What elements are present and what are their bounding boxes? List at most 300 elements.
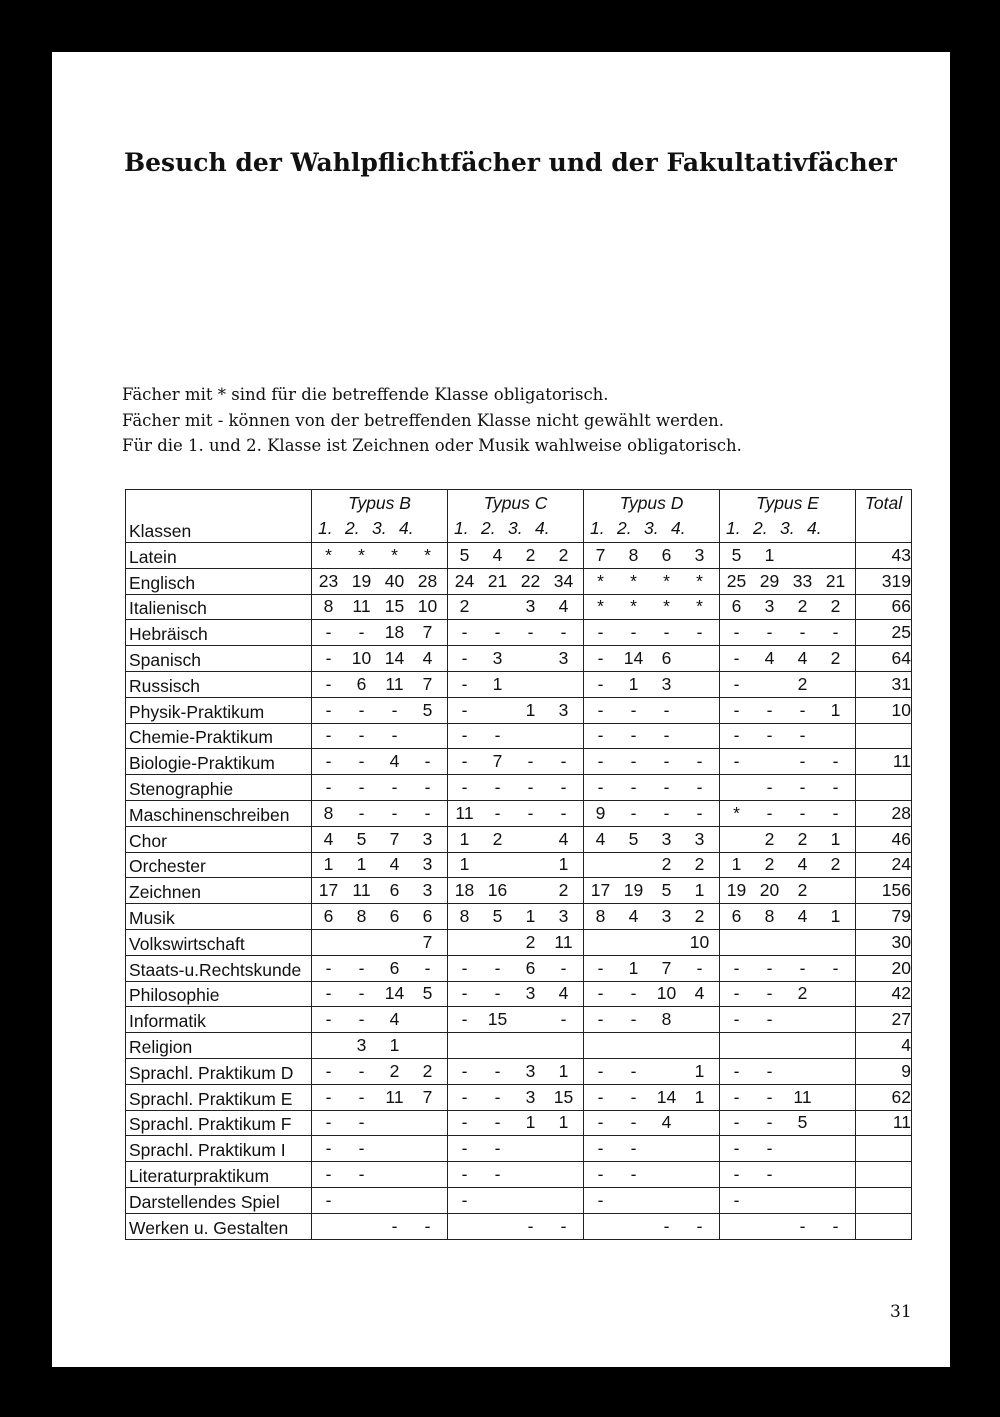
typus-e-cell [720,543,856,569]
typus-e-cell [720,955,856,981]
subject-name: Chemie-Praktikum [126,723,312,749]
class-value: - [325,1112,332,1133]
class-value: 33 [792,570,813,591]
class-value: - [560,802,567,823]
class-values [584,1007,719,1032]
class-value: 19 [623,880,644,901]
table-row [126,1007,912,1033]
typus-e-cell [720,723,856,749]
class-value: 9 [595,802,606,823]
typus-d-cell [584,646,720,672]
class-value: - [527,802,534,823]
typus-c-cell [448,955,584,981]
class-value: - [630,1086,637,1107]
class-values [720,1111,855,1136]
typus-c-cell [448,723,584,749]
class-value: 1 [628,673,639,694]
typus-c-cell [448,1007,584,1033]
class-value: 8 [764,906,775,927]
class-value: 7 [661,957,672,978]
class-value: 10 [351,648,372,669]
typus-c-cell [448,1058,584,1084]
class-values [720,543,855,568]
class-value: 7 [422,931,433,952]
class-value: - [733,699,740,720]
typus-b-cell [312,800,448,826]
class-value: 3 [764,596,775,617]
class-value: 11 [554,931,573,952]
class-value: - [494,1060,501,1081]
subject-name: Sprachl. Praktikum D [126,1058,312,1084]
typus-e-cell [720,929,856,955]
class-value: - [663,725,670,746]
typus-e-cell [720,1007,856,1033]
typus-d-cell [584,878,720,904]
class-value: - [630,1164,637,1185]
class-value: - [832,777,839,798]
class-value: - [597,1060,604,1081]
class-value: - [358,751,365,772]
typus-d-cell [584,1213,720,1239]
typus-e-cell [720,826,856,852]
class-value: 8 [661,1009,672,1030]
class-value: 14 [656,1086,677,1107]
class-value: 3 [694,828,705,849]
class-value: 24 [454,570,475,591]
group-title: Typus C [483,493,548,513]
class-values [720,1136,855,1161]
class-value: - [597,1164,604,1185]
typus-e-cell [720,775,856,801]
class-value: - [325,673,332,694]
subject-name: Musik [126,904,312,930]
table-row [126,1084,912,1110]
note-line: Für die 1. und 2. Klasse ist Zeichnen oder Musik wahlweise obligatorisch. [122,436,742,455]
class-value: 4 [661,1112,672,1133]
subheaders: 1. 2. 3. 4. [726,518,822,538]
class-value: 7 [389,828,400,849]
total-value: 64 [856,646,912,672]
class-value: - [733,648,740,669]
typus-e-cell [720,749,856,775]
class-values [584,1033,719,1058]
class-value: - [325,751,332,772]
class-value: - [494,957,501,978]
typus-b-cell [312,1136,448,1162]
total-value [856,1213,912,1239]
class-value: 4 [389,751,400,772]
class-value: 1 [558,1060,569,1081]
class-value: 3 [422,854,433,875]
class-values [448,1059,583,1084]
typus-e-cell [720,800,856,826]
class-value: - [461,725,468,746]
class-value: - [391,725,398,746]
typus-b-cell [312,749,448,775]
class-value: * [391,544,398,565]
class-value: 8 [356,906,367,927]
class-value: 2 [492,828,503,849]
typus-e-cell [720,1110,856,1136]
class-value: 3 [525,596,536,617]
table-row [126,1058,912,1084]
typus-b-cell [312,1058,448,1084]
typus-e-cell [720,620,856,646]
class-values [312,801,447,826]
class-value: - [325,1164,332,1185]
class-value: - [766,699,773,720]
class-values [584,672,719,697]
class-value: 21 [825,570,846,591]
class-values [448,569,583,594]
class-value: 8 [323,802,334,823]
class-value: - [461,1112,468,1133]
class-value: 11 [793,1086,812,1107]
typus-e-cell [720,671,856,697]
class-values [584,982,719,1007]
class-values [584,853,719,878]
class-value: * [597,596,604,617]
class-value: 1 [830,828,841,849]
class-value: - [560,751,567,772]
class-values [312,982,447,1007]
class-value: - [630,1060,637,1081]
class-value: 3 [422,828,433,849]
class-value: 4 [389,1009,400,1030]
class-value: - [663,622,670,643]
table-row [126,800,912,826]
class-value: - [560,957,567,978]
table-row [126,620,912,646]
typus-c-cell [448,1162,584,1188]
class-value: - [630,777,637,798]
class-values [584,543,719,568]
class-value: - [461,751,468,772]
typus-e-cell [720,1033,856,1059]
class-values [720,595,855,620]
class-value: - [663,699,670,720]
class-values [312,1033,447,1058]
class-value: - [461,1164,468,1185]
typus-d-cell [584,929,720,955]
class-value: - [325,957,332,978]
class-value: - [461,699,468,720]
class-values [584,930,719,955]
class-value: 6 [323,906,334,927]
subheaders: 1. 2. 3. 4. [590,518,686,538]
class-value: - [597,622,604,643]
class-value: 4 [797,854,808,875]
class-values [584,646,719,671]
class-value: 6 [389,880,400,901]
typus-c-cell [448,1110,584,1136]
subject-name: Hebräisch [126,620,312,646]
class-value: 4 [764,648,775,669]
class-value: 1 [764,544,775,565]
class-value: - [424,802,431,823]
total-value [856,723,912,749]
class-values [448,930,583,955]
class-value: - [630,802,637,823]
typus-e-cell [720,646,856,672]
typus-b-cell [312,1110,448,1136]
class-value: - [358,1164,365,1185]
class-value: - [696,1215,703,1236]
class-value: - [630,725,637,746]
header-typus-d [584,490,720,543]
class-values [448,595,583,620]
typus-c-cell [448,775,584,801]
class-values [312,878,447,903]
typus-d-cell [584,1058,720,1084]
class-value: 5 [731,544,742,565]
class-value: - [630,1138,637,1159]
class-value: - [630,699,637,720]
class-values [720,956,855,981]
class-value: - [325,725,332,746]
typus-c-cell [448,594,584,620]
class-value: - [325,777,332,798]
class-value: 4 [558,983,569,1004]
class-value: - [494,802,501,823]
class-value: - [461,983,468,1004]
class-value: - [766,1112,773,1133]
class-value: - [663,751,670,772]
class-value: - [391,1215,398,1236]
class-value: 4 [558,596,569,617]
typus-b-cell [312,723,448,749]
class-value: 23 [318,570,339,591]
table-row [126,646,912,672]
class-value: - [494,777,501,798]
class-values [720,982,855,1007]
typus-c-cell [448,1213,584,1239]
class-value: 1 [323,854,334,875]
typus-d-cell [584,723,720,749]
table-row [126,1162,912,1188]
typus-e-cell [720,1058,856,1084]
class-value: - [597,983,604,1004]
class-value: 7 [492,751,503,772]
class-value: - [424,777,431,798]
class-value: 3 [558,906,569,927]
class-value: - [424,1215,431,1236]
typus-b-cell [312,594,448,620]
class-value: - [325,622,332,643]
typus-b-cell [312,826,448,852]
class-values [448,1214,583,1239]
class-value: - [630,1009,637,1030]
typus-d-cell [584,594,720,620]
class-value: - [461,1060,468,1081]
typus-b-cell [312,852,448,878]
class-values [720,904,855,929]
typus-c-cell [448,1136,584,1162]
typus-d-cell [584,1136,720,1162]
class-values [720,620,855,645]
class-values [584,698,719,723]
class-values [448,801,583,826]
class-value: - [766,1086,773,1107]
typus-e-cell [720,1162,856,1188]
typus-e-cell [720,1213,856,1239]
class-value: 40 [384,570,405,591]
subject-name: Sprachl. Praktikum I [126,1136,312,1162]
class-value: 14 [623,648,644,669]
subject-name: Religion [126,1033,312,1059]
class-values [584,724,719,749]
table-row [126,981,912,1007]
class-value: 1 [628,957,639,978]
typus-b-cell [312,697,448,723]
class-values [312,698,447,723]
class-value: 2 [797,596,808,617]
class-value: 15 [553,1086,574,1107]
class-value: 19 [351,570,372,591]
class-value: - [494,725,501,746]
total-value: 42 [856,981,912,1007]
typus-d-cell [584,981,720,1007]
class-value: 2 [389,1060,400,1081]
group-title: Typus E [756,493,819,513]
class-value: 5 [797,1112,808,1133]
class-value: * [663,596,670,617]
class-value: - [597,1009,604,1030]
class-value: - [325,1009,332,1030]
class-value: * [630,570,637,591]
class-value: 11 [455,802,474,823]
subject-name: Staats-u.Rechtskunde [126,955,312,981]
class-value: 5 [661,880,672,901]
total-value: 10 [856,697,912,723]
class-value: 5 [492,906,503,927]
class-values [312,1214,447,1239]
class-value: - [766,983,773,1004]
total-value [856,1162,912,1188]
class-value: 1 [694,1060,705,1081]
class-value: 4 [595,828,606,849]
class-values [448,982,583,1007]
class-value: - [358,802,365,823]
typus-d-cell [584,955,720,981]
total-value: 11 [856,749,912,775]
table-row [126,1110,912,1136]
class-values [312,724,447,749]
class-values [720,827,855,852]
class-value: 3 [525,983,536,1004]
subject-name: Latein [126,543,312,569]
class-value: - [799,802,806,823]
class-value: - [597,957,604,978]
class-value: 1 [694,1086,705,1107]
class-value: 2 [558,544,569,565]
class-value: 6 [525,957,536,978]
class-value: 14 [384,983,405,1004]
class-values [312,930,447,955]
class-value: - [597,699,604,720]
class-value: - [358,699,365,720]
class-value: 4 [558,828,569,849]
class-value: - [766,802,773,823]
subject-name: Darstellendes Spiel [126,1187,312,1213]
class-value: 1 [459,854,470,875]
typus-e-cell [720,594,856,620]
class-value: 34 [553,570,574,591]
typus-d-cell [584,749,720,775]
class-value: - [527,622,534,643]
class-value: 2 [764,828,775,849]
class-value: - [663,802,670,823]
class-value: - [832,802,839,823]
typus-d-cell [584,697,720,723]
class-value: - [325,1189,332,1210]
subject-name: Italienisch [126,594,312,620]
class-value: - [560,1009,567,1030]
class-value: 1 [694,880,705,901]
typus-e-cell [720,878,856,904]
subject-name: Literaturpraktikum [126,1162,312,1188]
class-value: - [358,983,365,1004]
class-value: 8 [459,906,470,927]
table-row [126,749,912,775]
table-row [126,594,912,620]
class-value: 7 [422,673,433,694]
typus-b-cell [312,929,448,955]
total-value [856,1136,912,1162]
class-value: 3 [558,699,569,720]
typus-d-cell [584,1110,720,1136]
typus-c-cell [448,878,584,904]
typus-c-cell [448,1187,584,1213]
class-value: - [733,1164,740,1185]
header-classes: Klassen [126,490,312,543]
typus-e-cell [720,981,856,1007]
total-value: 62 [856,1084,912,1110]
class-value: - [358,1060,365,1081]
class-values [448,724,583,749]
class-value: * [696,596,703,617]
table-row [126,723,912,749]
class-values [584,1188,719,1213]
class-value: 4 [389,854,400,875]
class-value: - [325,1086,332,1107]
typus-e-cell [720,1187,856,1213]
class-values [312,827,447,852]
typus-e-cell [720,852,856,878]
typus-d-cell [584,800,720,826]
class-value: - [325,983,332,1004]
class-values [312,1059,447,1084]
typus-c-cell [448,981,584,1007]
subject-name: Informatik [126,1007,312,1033]
class-value: 1 [558,854,569,875]
class-value: - [461,1086,468,1107]
class-value: - [733,1112,740,1133]
class-values [312,1111,447,1136]
typus-b-cell [312,981,448,1007]
class-value: 1 [525,906,536,927]
class-value: 7 [595,544,606,565]
typus-b-cell [312,775,448,801]
class-value: 1 [830,699,841,720]
class-value: 11 [385,673,404,694]
class-values [584,1162,719,1187]
class-value: - [832,751,839,772]
class-value: 2 [459,596,470,617]
class-value: 6 [731,906,742,927]
class-values [448,543,583,568]
class-value: - [766,1164,773,1185]
